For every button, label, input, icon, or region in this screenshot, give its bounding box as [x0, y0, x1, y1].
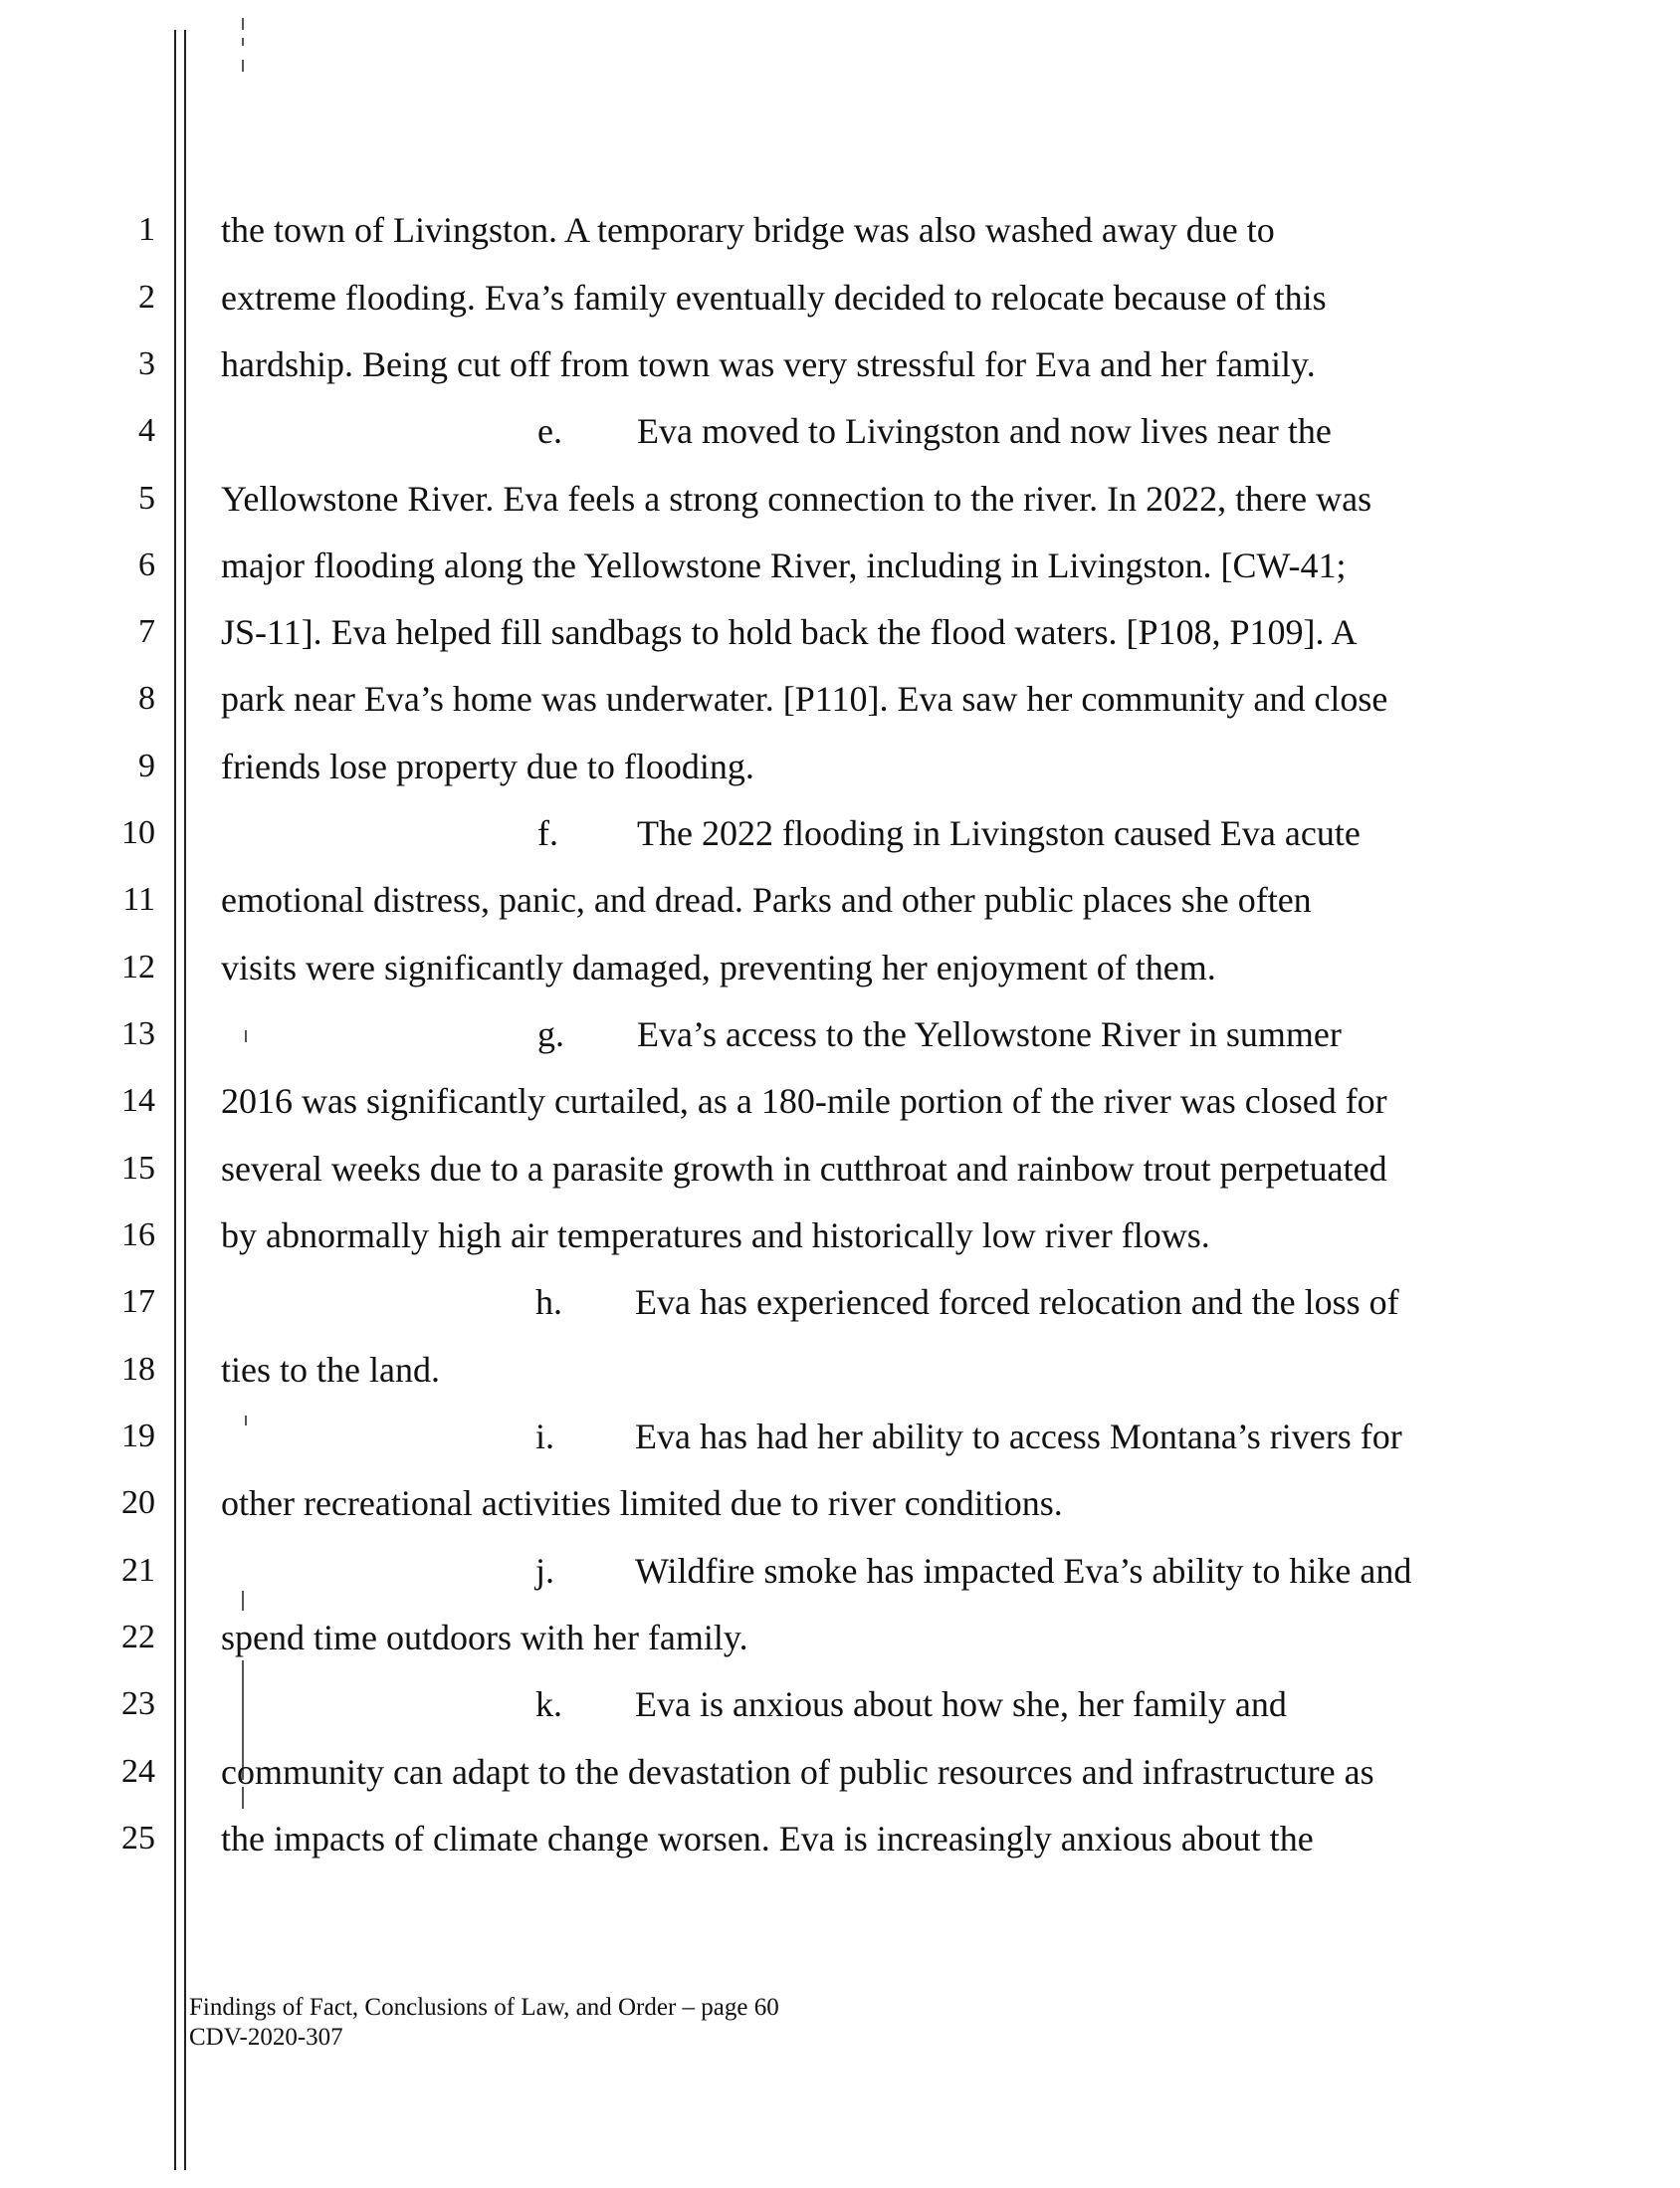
scan-artifact	[242, 38, 244, 46]
margin-rule-left	[174, 30, 176, 2170]
paragraph-marker: f.	[537, 813, 558, 853]
line-number: 18	[121, 1351, 155, 1388]
body-line: hardship. Being cut off from town was very stressful for Eva and her family.	[221, 344, 1316, 384]
body-line: Eva’s access to the Yellowstone River in summer	[637, 1014, 1342, 1054]
paragraph-marker: g.	[537, 1014, 564, 1054]
body-line: Eva is anxious about how she, her family and	[635, 1684, 1287, 1724]
line-number: 2	[138, 279, 155, 316]
line-number: 8	[138, 680, 155, 717]
line-number: 16	[121, 1216, 155, 1253]
paragraph-h	[535, 1282, 1680, 1322]
line-number: 24	[121, 1753, 155, 1790]
body-line: major flooding along the Yellowstone River, including in Livingston. [CW-41;	[221, 546, 1347, 585]
paragraph-i	[535, 1417, 1680, 1456]
body-line: 2016 was significantly curtailed, as a 180-mile portion of the river was closed for	[221, 1081, 1387, 1121]
scan-artifact	[242, 18, 244, 30]
paragraph-marker: h.	[535, 1282, 562, 1322]
body-line: Eva has had her ability to access Montana’s rivers for	[635, 1417, 1402, 1456]
paragraph-marker: e.	[537, 411, 562, 451]
line-number: 9	[138, 748, 155, 784]
body-line: extreme flooding. Eva’s family eventually decided to relocate because of this	[221, 278, 1327, 318]
line-number: 17	[121, 1283, 155, 1320]
line-number: 19	[121, 1418, 155, 1454]
paragraph-j	[535, 1551, 1680, 1591]
line-number: 21	[121, 1552, 155, 1589]
line-number: 23	[121, 1685, 155, 1722]
paragraph-e	[537, 411, 1680, 451]
line-number: 13	[121, 1015, 155, 1052]
body-line: community can adapt to the devastation of public resources and infrastructure as	[221, 1752, 1374, 1792]
line-number: 6	[138, 547, 155, 583]
body-line: Wildfire smoke has impacted Eva’s ability to hike and	[635, 1551, 1412, 1591]
line-number: 22	[121, 1619, 155, 1655]
body-line: the town of Livingston. A temporary bridge was also washed away due to	[221, 210, 1275, 250]
margin-rule-right	[184, 30, 186, 2170]
scan-artifact	[245, 1030, 247, 1042]
paragraph-k	[535, 1684, 1680, 1724]
footer-title: Findings of Fact, Conclusions of Law, and Order – page 60	[189, 1994, 779, 2021]
paragraph-marker: i.	[535, 1417, 555, 1456]
line-number: 25	[121, 1820, 155, 1857]
page-footer	[189, 1993, 779, 2053]
body-line: friends lose property due to flooding.	[221, 747, 754, 786]
line-number: 7	[138, 613, 155, 650]
paragraph-marker: j.	[535, 1551, 555, 1591]
body-line: emotional distress, panic, and dread. Parks and other public places she often	[221, 880, 1312, 920]
scan-artifact	[242, 60, 244, 72]
line-number: 14	[121, 1082, 155, 1119]
line-number: 3	[138, 345, 155, 382]
body-line: by abnormally high air temperatures and historically low river flows.	[221, 1215, 1210, 1255]
line-number: 12	[121, 949, 155, 985]
footer-case-number: CDV-2020-307	[189, 2024, 343, 2051]
body-line: other recreational activities limited due to river conditions.	[221, 1483, 1063, 1523]
scan-artifact	[245, 1416, 247, 1425]
body-line: spend time outdoors with her family.	[221, 1618, 748, 1657]
line-number: 10	[121, 814, 155, 851]
body-line: park near Eva’s home was underwater. [P110]. Eva saw her community and close	[221, 679, 1388, 719]
line-number: 1	[138, 211, 155, 248]
line-number: 20	[121, 1484, 155, 1521]
body-line: the impacts of climate change worsen. Eva is increasingly anxious about the	[221, 1819, 1314, 1859]
body-line: several weeks due to a parasite growth in cutthroat and rainbow trout perpetuated	[221, 1149, 1387, 1189]
paragraph-g	[537, 1014, 1680, 1054]
line-number: 5	[138, 480, 155, 517]
line-number: 11	[122, 881, 155, 918]
body-line: visits were significantly damaged, preventing her enjoyment of them.	[221, 948, 1216, 987]
scan-artifact	[242, 1591, 244, 1611]
paragraph-f	[537, 813, 1680, 853]
body-line: The 2022 flooding in Livingston caused Eva acute	[637, 813, 1361, 853]
line-number: 15	[121, 1150, 155, 1187]
paragraph-marker: k.	[535, 1684, 562, 1724]
body-line: ties to the land.	[221, 1350, 440, 1390]
body-line: JS-11]. Eva helped fill sandbags to hold back the flood waters. [P108, P109]. A	[221, 612, 1358, 652]
line-number: 4	[138, 412, 155, 449]
body-line: Eva has experienced forced relocation and the loss of	[635, 1282, 1399, 1322]
body-line: Eva moved to Livingston and now lives near the	[637, 411, 1332, 451]
body-line: Yellowstone River. Eva feels a strong connection to the river. In 2022, there was	[221, 479, 1372, 519]
